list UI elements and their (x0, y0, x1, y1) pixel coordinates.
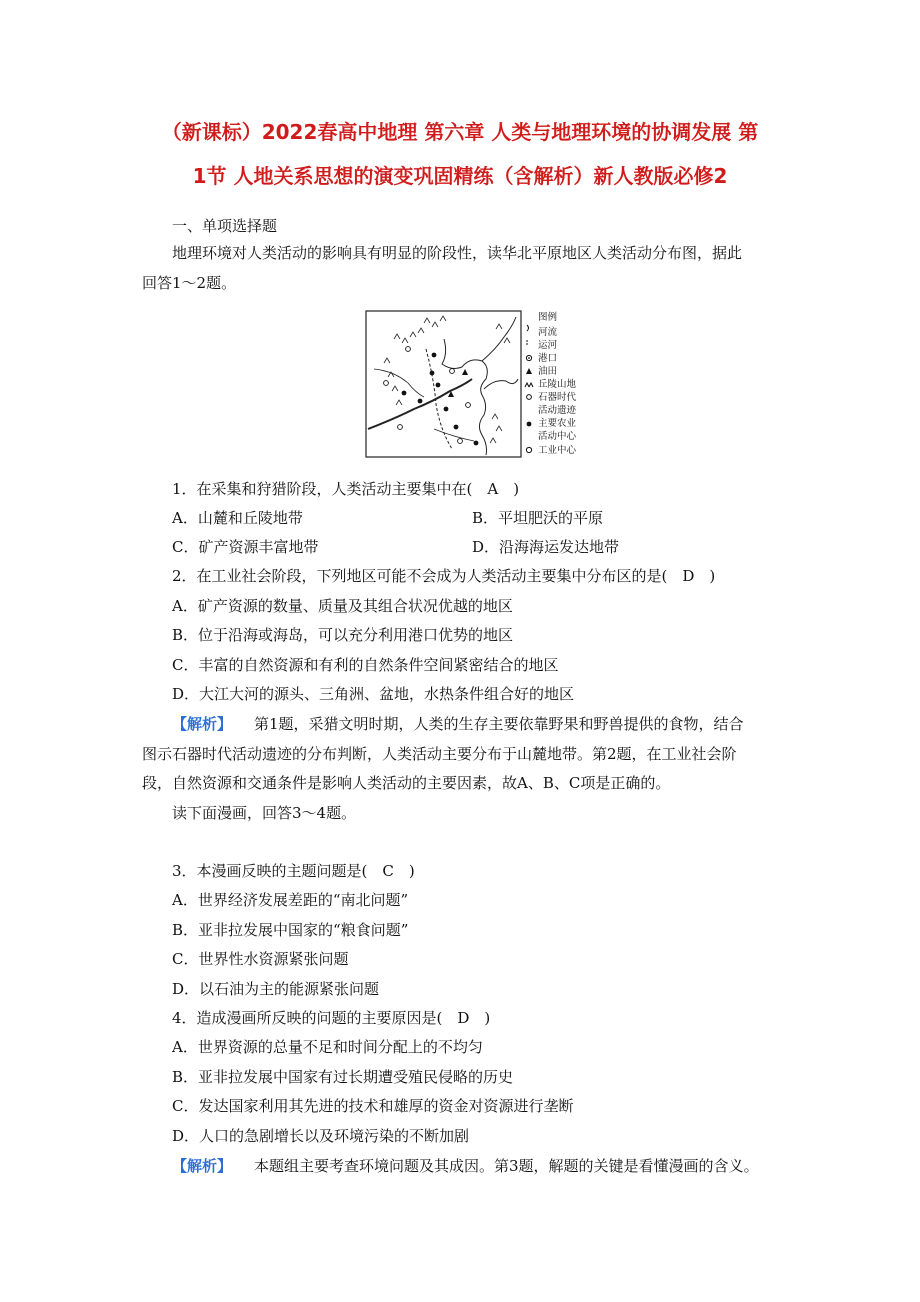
q3-option-b: B．亚非拉发展中国家的“粮食问题” (172, 921, 409, 939)
q4-option-a: A．世界资源的总量不足和时间分配上的不均匀 (172, 1038, 483, 1056)
q2-option-a: A．矿产资源的数量、质量及其组合状况优越的地区 (172, 597, 513, 615)
legend-oilfield: 油田 (538, 366, 558, 377)
analysis-2-line-1 (172, 1156, 759, 1176)
legend-agriculture: 主要农业 (538, 418, 577, 429)
legend-title: 图例 (538, 312, 558, 323)
analysis-1-line-3: 段，自然资源和交通条件是影响人类活动的主要因素，故A、B、C项是正确的。 (142, 774, 671, 792)
analysis-2-tag: 【解析】 (172, 1157, 233, 1175)
q4-option-b: B．亚非拉发展中国家有过长期遭受殖民侵略的历史 (172, 1068, 514, 1086)
q1-option-b: B．平坦肥沃的平原 (472, 509, 604, 527)
q2-stem: 2．在工业社会阶段，下列地区可能不会成为人类活动主要集中分布区的是( D ) (172, 567, 716, 585)
q2-option-d: D．大江大河的源头、三角洲、盆地，水热条件组合好的地区 (172, 685, 575, 703)
intro-line-1: 地理环境对人类活动的影响具有明显的阶段性，读华北平原地区人类活动分布图，据此 (172, 244, 743, 262)
analysis-2-text-1: 本题组主要考查环境问题及其成因。第3题，解题的关键是看懂漫画的含义。 (254, 1157, 759, 1175)
document-title-line-1: （新课标）2022春高中地理 第六章 人类与地理环境的协调发展 第 (161, 120, 759, 144)
legend-stone-age-2: 活动遗迹 (538, 405, 577, 416)
intro-2: 读下面漫画，回答3～4题。 (172, 804, 357, 822)
legend-hills: 丘陵山地 (538, 379, 577, 390)
analysis-1-line-1 (172, 714, 744, 734)
legend-river: 河流 (538, 327, 558, 338)
section-heading: 一、单项选择题 (172, 217, 278, 235)
analysis-1-line-2: 图示石器时代活动遗迹的分布判断，人类活动主要分布于山麓地带。第2题，在工业社会阶 (142, 745, 737, 763)
q3-option-c: C．世界性水资源紧张问题 (172, 950, 349, 968)
q3-option-a: A．世界经济发展差距的“南北问题” (172, 891, 409, 909)
legend-industry: 工业中心 (538, 445, 577, 456)
legend-stone-age: 石器时代 (538, 392, 577, 403)
q4-option-c: C．发达国家利用其先进的技术和雄厚的资金对资源进行垄断 (172, 1097, 574, 1115)
q3-option-d: D．以石油为主的能源紧张问题 (172, 980, 380, 998)
legend-canal: 运河 (538, 340, 558, 351)
document-title-line-2: 1节 人地关系思想的演变巩固精练（含解析）新人教版必修2 (192, 164, 728, 188)
north-china-plain-map (364, 309, 594, 469)
map-legend (525, 311, 577, 456)
map-frame (366, 311, 521, 457)
q1-option-a: A．山麓和丘陵地带 (172, 509, 303, 527)
intro-line-2: 回答1～2题。 (142, 274, 237, 292)
q3-stem: 3．本漫画反映的主题问题是( C ) (172, 862, 415, 880)
q1-option-d: D．沿海海运发达地带 (472, 538, 620, 556)
q4-stem: 4．造成漫画所反映的问题的主要原因是( D ) (172, 1009, 491, 1027)
q2-option-c: C．丰富的自然资源和有利的自然条件空间紧密结合的地区 (172, 656, 559, 674)
analysis-1-text-1: 第1题，采猎文明时期，人类的生存主要依靠野果和野兽提供的食物，结合 (254, 715, 744, 733)
q1-stem: 1．在采集和狩猎阶段，人类活动主要集中在( A ) (172, 480, 520, 498)
q1-option-c: C．矿产资源丰富地带 (172, 538, 319, 556)
legend-agriculture-2: 活动中心 (538, 431, 577, 442)
analysis-1-tag: 【解析】 (172, 715, 233, 733)
q2-option-b: B．位于沿海或海岛，可以充分利用港口优势的地区 (172, 626, 514, 644)
q4-option-d: D．人口的急剧增长以及环境污染的不断加剧 (172, 1127, 470, 1145)
legend-port: 港口 (538, 353, 558, 364)
